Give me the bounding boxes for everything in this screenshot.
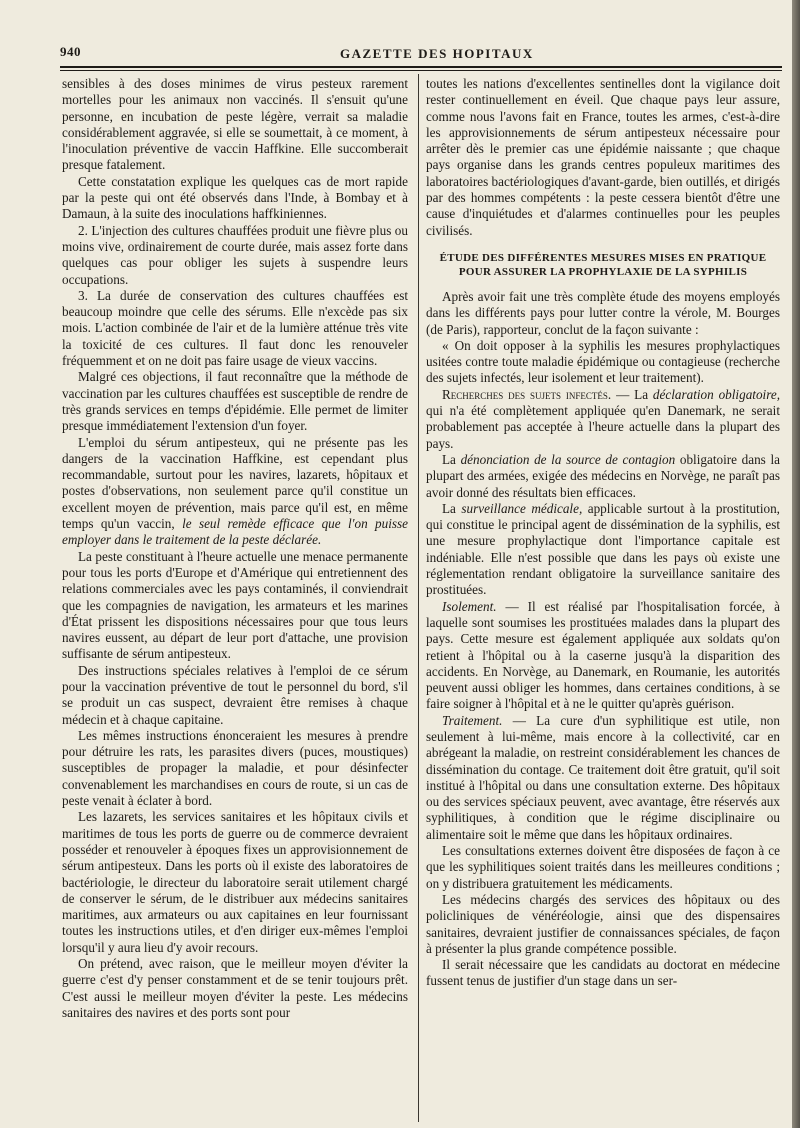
subsection-heading: Isolement.	[442, 598, 497, 614]
paragraph: toutes les nations d'excellentes sentinelles dont la vigilance doit rester continuellement en éveil. Que chaque pays leur assure, comme nous l'avons fait en France, toutes les armes, c'est-à-dire les approvisionnements de sérum antipesteux nécessaire pour arrêter dès le premier cas une épidémie naissante ; que chaque pays organise dans les grands centres populeux maritimes des laboratoires bactériologiques d'avant-garde, bien outillés, et dirigés par des hommes compétents : la peste cessera bientôt d'être une cause d'inquiétudes et d'alarmes continuelles pour les peuples civilisés.	[426, 76, 780, 238]
text: L'emploi du sérum antipesteux, qui ne présente pas les dangers de la vaccination Haffkine, est cependant plus recommandable, surtout pour les navires, lazarets, hôpitaux et postes d'observations, non seulement parce qu'il constitue un excellent moyen de prévention, mais parce qu'il est, en même temps qu'un vaccin,	[62, 434, 408, 532]
paragraph: Les mêmes instructions énonceraient les mesures à prendre pour détruire les rats, les parasites divers (puces, moustiques) susceptibles de propager la maladie, et pour désinfecter convenablement les marchandises en cours de route, si un cas de peste venait à éclater à bord.	[62, 727, 408, 809]
paragraph: Les lazarets, les services sanitaires et les hôpitaux civils et maritimes de tous les ports de guerre ou de commerce devraient posséder et renouveler à époques fixes un approvisionnement de sérum antipesteux. Dans les ports où il existe des laboratoires de bactériologie, le directeur du laboratoire serait utilement chargé de conserver le sérum, de le distribuer aux médecins sanitaires maritimes, aux armateurs ou aux capitaines en leur fournissant toutes les instructions utiles, et d'en diriger eux-mêmes l'emploi lorsqu'il y aura lieu d'y avoir recours.	[62, 809, 408, 955]
paragraph: Il serait nécessaire que les candidats au doctorat en médecine fussent tenus de justifier d'un stage dans un ser-	[426, 957, 780, 989]
text: — La	[611, 386, 653, 402]
paragraph: On prétend, avec raison, que le meilleur moyen d'éviter la guerre c'est d'y penser constamment et de se tenir toujours prêt. C'est aussi le meilleur moyen d'éviter la peste. Les médecins sanitaires des navires et des ports sont pour	[62, 956, 408, 1020]
right-column	[426, 76, 780, 990]
header-rule	[60, 66, 782, 68]
left-column	[62, 76, 408, 1021]
page-header	[60, 44, 782, 64]
paragraph: Des instructions spéciales relatives à l'emploi de ce sérum pour la vaccination préventive de tout le personnel du bord, s'il se produit un cas suspect, devraient être remises à chaque médecin et à chaque capitaine.	[62, 662, 408, 727]
paragraph: Les consultations externes doivent être disposées de façon à ce que les syphilitiques soient traités dans les meilleures conditions ; on y distribuera gratuitement les médicaments.	[426, 843, 780, 891]
text: La	[442, 451, 461, 467]
paragraph: sensibles à des doses minimes de virus pesteux rarement mortelles pour les animaux non vaccinés. Il s'ensuit qu'une personne, en incubation de peste légère, verrait sa maladie considérablement aggravée, si elle se soumettait, à ce moment, à l'inoculation préventive de vaccin Haffkine. Elle succomberait presque fatalement.	[62, 76, 408, 173]
subsection-heading: Traitement.	[442, 712, 503, 728]
paragraph: Après avoir fait une très complète étude des moyens employés dans les différents pays pour lutter contre la vérole, M. Bourges (de Paris), rapporteur, conclut de la façon suivante :	[426, 288, 780, 337]
paragraph: 3. La durée de conservation des cultures chauffées est beaucoup moindre que celle des sérums. Elle n'excède pas six mois. L'action combinée de l'air et de la lumière atténue très vite la toxicité de ces cultures. Il faut donc les renouveler fréquemment et on ne doit pas faire usage de vieux vaccins.	[62, 287, 408, 369]
section-title: ÉTUDE DES DIFFÉRENTES MESURES MISES EN PRATIQUE POUR ASSURER LA PROPHYLAXIE DE LA SYPHILIS	[439, 251, 767, 278]
paragraph: « On doit opposer à la syphilis les mesures prophylactiques usitées contre toute maladie épidémique ou contagieuse (recherche des sujets infectés, leur isolement et leur traitement).	[426, 337, 780, 386]
emphasis: le seul remède efficace que l'on puisse employer dans le traitement de la peste déclarée.	[62, 516, 408, 548]
paragraph: Les médecins chargés des services des hôpitaux ou des policliniques de vénéréologie, ainsi que des dispensaires sanitaires, devraient justifier de connaissances spéciales, de façon à présenter la plus grande compétence possible.	[426, 891, 780, 956]
text: obligatoire dans la plupart des armées, exigée des médecins en Norvège, ne paraît pas avoir donné des résultats bien efficaces.	[426, 451, 780, 500]
text: applicable surtout à la prostitution, qui constitue le principal agent de dissémination de la syphilis, est une mesure prophylactique dont l'importance capitale est indéniable. Elle n'est possible que dans les pays où existe une réglementation rendant obligatoire la surveillance sanitaire des prostituées.	[426, 500, 780, 598]
paragraph	[62, 435, 408, 549]
paragraph: 2. L'injection des cultures chauffées produit une fièvre plus ou moins vive, ordinairement de courte durée, mais assez forte dans quelques cas pour obliger les sujets à suspendre leurs occupations.	[62, 222, 408, 287]
emphasis: dénonciation de la source de contagion	[460, 451, 676, 467]
header-rule-thin	[60, 70, 782, 71]
paragraph	[426, 599, 780, 713]
paragraph: Cette constatation explique les quelques cas de mort rapide par la peste qui ont été observés dans l'Inde, à Bombay et à Damaun, à la suite des inoculations haffkiniennes.	[62, 173, 408, 222]
journal-title: GAZETTE DES HOPITAUX	[340, 46, 534, 61]
paragraph	[426, 713, 780, 843]
page-edge	[792, 0, 800, 1128]
page-number: 940	[60, 44, 81, 59]
text: La	[442, 500, 462, 516]
paragraph	[426, 452, 780, 501]
emphasis: surveillance médicale,	[461, 500, 583, 516]
paragraph	[426, 501, 780, 599]
subsection-heading: Recherches des sujets infectés.	[442, 386, 612, 402]
text: — Il est réalisé par l'hospitalisation forcée, à laquelle sont soumises les prostituées malades dans la plupart des pays. Cette mesure est également appliquée aux soldats qu'on retient à l'hôpital ou à la caserne jusqu'à la disparition des accidents. En Norvège, au Danemark, en Roumanie, les autorités peuvent aussi obliger les hommes, dans certaines conditions, à se faire soigner à l'hôpital et à ne le quitter qu'après guérison.	[426, 598, 780, 712]
column-divider	[418, 74, 419, 1122]
paragraph: La peste constituant à l'heure actuelle une menace permanente pour tous les ports d'Europe et d'Amérique qui entretiennent des relations commerciales avec les pays contaminés, il conviendrait que les compagnies de navigation, les armateurs et les marines d'État prissent les dispositions nécessaires pour que tous leurs navires eussent, au départ de leur port d'attache, une provision suffisante de sérum antipesteux.	[62, 548, 408, 662]
text: — La cure d'un syphilitique est utile, non seulement à lui-même, mais encore à la collectivité, car en abrégeant la maladie, on restreint considérablement les chances de dissémination du contage. Ce traitement doit être gratuit, qu'il soit institué à l'hôpital ou dans une consultation externe. Des hôpitaux ou des services spéciaux peuvent, avec avantage, être réservés aux syphilitiques, à condition que le régime disciplinaire ou alimentaire soit le même que dans les hôpitaux ordinaires.	[426, 712, 780, 842]
paragraph: Malgré ces objections, il faut reconnaître que la méthode de vaccination par les cultures chauffées est susceptible de rendre de très grands services en temps d'épidémie. Elle permet de limiter presque immédiatement l'extension d'un foyer.	[62, 369, 408, 434]
paragraph	[426, 387, 780, 452]
emphasis: déclaration obligatoire,	[652, 386, 781, 402]
text: qui n'a été complètement appliquée qu'en Danemark, ne serait probablement pas acceptée à l'heure actuelle dans la plupart des pays.	[426, 403, 780, 451]
